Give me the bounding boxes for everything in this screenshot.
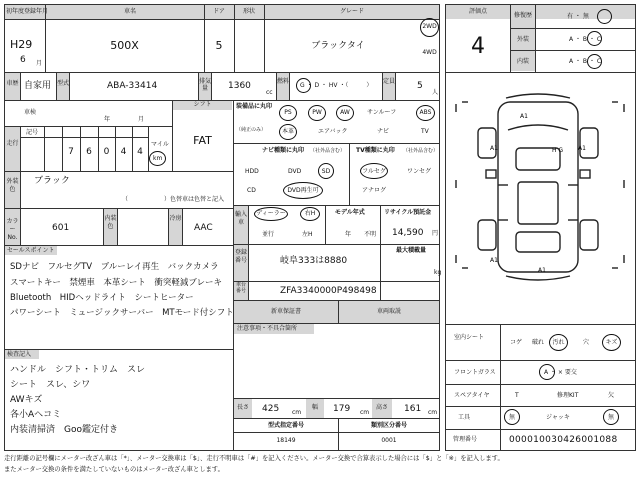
mileage-digit-5: 4 bbox=[137, 147, 143, 157]
notes-label: 注意事項・不具合箇所 bbox=[237, 325, 298, 332]
import-label: 輸入車 bbox=[234, 211, 247, 226]
seat-opt-hole: 穴 bbox=[583, 339, 590, 346]
unit-mile: マイル bbox=[151, 141, 169, 148]
management-label: 管理番号 bbox=[453, 436, 478, 443]
width-unit: cm bbox=[360, 409, 370, 416]
ac-value: AAC bbox=[194, 223, 213, 233]
sales-line-2: スマートキー 禁煙車 本革シート 衝突軽減ブレーキ bbox=[10, 278, 222, 288]
sales-line-4: パワーシート ミュージックサーバー MTモード付シフト bbox=[10, 308, 234, 318]
exterior-b-circle bbox=[587, 31, 602, 46]
recycle-yen: 円 bbox=[432, 230, 439, 237]
navi-dvd: DVD bbox=[288, 168, 302, 175]
ac-label: 冷房 bbox=[169, 215, 182, 222]
navi-title: ナビ種類に丸印 bbox=[262, 147, 305, 154]
recycle-label: リサイクル預託金 bbox=[384, 209, 432, 216]
equip-airbag: エアバック bbox=[318, 128, 348, 135]
capacity-label: 定員 bbox=[383, 78, 396, 85]
displacement-unit: cc bbox=[266, 89, 273, 96]
type-no-label: 型式指定番号 bbox=[267, 422, 304, 429]
doors-label: ドア bbox=[213, 8, 225, 15]
tv-oneseg: ワンセグ bbox=[407, 168, 432, 175]
front-glass-label: フロントガラス bbox=[454, 369, 496, 376]
front-glass-options: A ・ × 要交 bbox=[544, 369, 577, 376]
seat-opt-burn: コゲ bbox=[510, 339, 523, 346]
mileage-label: 走行 bbox=[6, 140, 19, 147]
type-no-value: 18149 bbox=[276, 437, 296, 444]
equip-tv: TV bbox=[421, 128, 429, 135]
inspector-label: 検査記入 bbox=[7, 351, 32, 358]
height-label: 高さ bbox=[375, 404, 388, 411]
footer-line-1: 走行距離の記号欄にメーター改ざん車は「*」、メーター交換車は「$」、走行不明車は「#」を記入ください。メーター交換で合算表示した場合には「$」と「※」を記入します。 bbox=[4, 455, 504, 462]
first-reg-label: 初年度登録年月 bbox=[6, 8, 49, 15]
tv-analog: アナログ bbox=[362, 187, 387, 194]
length-label: 長さ bbox=[236, 404, 249, 411]
import-dealer: ディーラー bbox=[256, 210, 286, 217]
seat-opt-tear: 破れ bbox=[532, 339, 545, 346]
diagram-mark-4: A1 bbox=[490, 257, 498, 264]
fuel-g-circle bbox=[296, 78, 311, 93]
grade-label: グレード bbox=[339, 8, 364, 15]
inspection-label: 車検 bbox=[24, 109, 37, 116]
interior-color-label: 内装色 bbox=[104, 215, 117, 230]
handle-left: 左H bbox=[302, 231, 313, 238]
repair-options: 有 ・ 無 bbox=[567, 13, 589, 20]
sales-points-label: セールスポイント bbox=[7, 247, 55, 254]
management-value: 000010030426001088 bbox=[509, 435, 618, 445]
shift-label: シフト bbox=[193, 101, 212, 108]
mileage-digit-2: 6 bbox=[86, 147, 92, 157]
diagram-mark-1: A1 bbox=[520, 113, 528, 120]
inspection-year-unit: 年 bbox=[104, 116, 111, 123]
capacity-value: 5 bbox=[417, 81, 423, 91]
tv-fullseg: フルセグ bbox=[362, 168, 386, 175]
car-damage-diagram bbox=[446, 90, 635, 290]
equipment-subtitle: （純正のみ） bbox=[236, 127, 267, 133]
score-value: 4 bbox=[471, 34, 485, 59]
shape-label: 形状 bbox=[242, 8, 255, 15]
max-load-label: 最大積載量 bbox=[396, 247, 427, 254]
spare-tire-label: スペアタイヤ bbox=[454, 392, 490, 399]
max-load-unit: kg bbox=[434, 269, 442, 276]
shift-value: FAT bbox=[193, 134, 212, 147]
exterior-note: （ ）色替車は色替と記入 bbox=[122, 196, 225, 203]
tv-note: （社外品含む） bbox=[403, 148, 439, 154]
inspector-line-2: シート スレ、シワ bbox=[10, 380, 91, 390]
color-no-value: 601 bbox=[52, 223, 70, 233]
footer-line-2: またメーター交換の条件を満たしていないものはメーター改ざん車とします。 bbox=[4, 466, 224, 473]
diagram-mark-5: A1 bbox=[538, 267, 546, 274]
model-year-unit: 年 bbox=[345, 231, 352, 238]
equip-aw: AW bbox=[340, 109, 350, 116]
model-year-unknown: 不明 bbox=[364, 231, 377, 238]
import-parallel: 並行 bbox=[262, 231, 275, 238]
first-reg-month: 6 bbox=[20, 55, 26, 65]
seat-opt-scratch: キズ bbox=[605, 339, 618, 346]
first-reg-year: H29 bbox=[10, 38, 33, 51]
model-value: ABA-33414 bbox=[107, 81, 158, 91]
score-label: 評価点 bbox=[468, 8, 487, 15]
recycle-value: 14,590 bbox=[392, 228, 424, 238]
jack-label: ジャッキ bbox=[546, 414, 570, 421]
capacity-unit: 人 bbox=[432, 89, 439, 96]
navi-hdd: HDD bbox=[245, 168, 259, 175]
seat-opt-dirt: 汚れ bbox=[552, 339, 565, 346]
equip-ps: PS bbox=[284, 109, 292, 116]
displacement-label: 排気量 bbox=[199, 78, 212, 93]
tools-value: 無 bbox=[508, 414, 515, 421]
km-circle bbox=[149, 151, 166, 166]
drive-4wd: 4WD bbox=[422, 49, 437, 56]
length-value: 425 bbox=[262, 404, 280, 414]
equip-abs: ABS bbox=[419, 109, 432, 116]
inspector-line-3: AWキズ bbox=[10, 395, 43, 405]
grade: ブラックタイ bbox=[311, 41, 365, 51]
inspector-line-1: ハンドル シフト・トリム スレ bbox=[10, 365, 146, 375]
equip-pw: PW bbox=[312, 109, 322, 116]
width-label: 幅 bbox=[311, 404, 318, 411]
equip-leather: 本革 bbox=[281, 128, 294, 135]
unit-km: km bbox=[153, 155, 163, 162]
drive-2wd: 2WD bbox=[422, 23, 437, 30]
class-no-label: 類別区分番号 bbox=[370, 422, 407, 429]
exterior-value: ブラック bbox=[34, 176, 70, 186]
manual-label: 車両取説 bbox=[376, 308, 401, 315]
warranty-label: 新車保証書 bbox=[270, 308, 301, 315]
interior-seat-label: 室内シート bbox=[454, 334, 485, 341]
tv-title: TV種類に丸印 bbox=[356, 147, 395, 154]
mileage-digit-3: 0 bbox=[103, 147, 110, 157]
exterior-options: A ・ B ・ C bbox=[569, 36, 602, 43]
length-unit: cm bbox=[292, 409, 302, 416]
interior-b-circle bbox=[587, 54, 602, 69]
class-no-value: 0001 bbox=[381, 437, 397, 444]
history-label: 車歴 bbox=[6, 80, 19, 87]
interior-options: A ・ B ・ C bbox=[569, 58, 602, 65]
spare-opt-kit: 修理KIT bbox=[557, 392, 579, 399]
displacement-value: 1360 bbox=[228, 81, 251, 91]
navi-cd: CD bbox=[247, 187, 256, 194]
car-name: 500X bbox=[110, 39, 139, 52]
model-label: 型式 bbox=[57, 80, 70, 87]
diagram-mark-6: H G bbox=[552, 147, 564, 154]
height-unit: cm bbox=[428, 409, 438, 416]
history-value: 自家用 bbox=[24, 81, 52, 91]
inspection-month-unit: 月 bbox=[138, 116, 145, 123]
diagram-mark-3: A1 bbox=[578, 145, 586, 152]
record-label: 記号 bbox=[26, 129, 39, 136]
height-value: 161 bbox=[404, 404, 422, 414]
width-value: 179 bbox=[333, 404, 351, 414]
repair-label: 修復歴 bbox=[513, 12, 532, 19]
navi-sd: SD bbox=[321, 168, 331, 175]
diagram-mark-2: A1 bbox=[490, 145, 498, 152]
inspector-line-5: 内装清掃済 Goo鑑定付き bbox=[10, 425, 118, 435]
fuel-options: G ・ D ・ HV ・（ ） bbox=[300, 82, 373, 89]
spare-opt-t: T bbox=[515, 392, 519, 399]
chassis-value: ZFA3340000P498498 bbox=[280, 286, 377, 296]
equip-sunroof: サンルーフ bbox=[367, 109, 397, 116]
mileage-digit-4: 4 bbox=[120, 147, 127, 157]
fuel-label: 燃料 bbox=[277, 78, 290, 85]
interior-score-label: 内装 bbox=[516, 58, 529, 65]
color-no-label: カラーNo. bbox=[6, 218, 19, 241]
plate-value: 岐阜333は8880 bbox=[280, 256, 348, 266]
equipment-title: 装備品に丸印 bbox=[236, 103, 273, 110]
sales-line-1: SDナビ フルセグTV ブルーレイ再生 バックカメラ bbox=[10, 262, 219, 272]
repair-none-circle bbox=[597, 9, 612, 24]
spare-opt-none: 欠 bbox=[608, 392, 615, 399]
month-unit: 月 bbox=[36, 60, 43, 67]
jack-value: 無 bbox=[607, 414, 614, 421]
tools-label: 工具 bbox=[458, 414, 471, 421]
navi-dvd-play: DVD再生可 bbox=[287, 187, 319, 194]
equip-navi: ナビ bbox=[377, 128, 390, 135]
name-label: 車名 bbox=[123, 8, 136, 15]
doors: 5 bbox=[215, 39, 223, 52]
plate-label: 登録番号 bbox=[234, 249, 247, 264]
exterior-label: 外装色 bbox=[6, 178, 19, 193]
exterior-score-label: 外装 bbox=[516, 36, 529, 43]
mileage-digit-1: 7 bbox=[68, 147, 74, 157]
navi-note: （社外品含む） bbox=[310, 148, 346, 154]
chassis-label: 車台番号 bbox=[235, 282, 246, 294]
model-year-label: モデル年式 bbox=[335, 209, 365, 216]
sales-line-3: Bluetooth HIDヘッドライト シートヒーター bbox=[10, 293, 194, 303]
handle-right: 右H bbox=[304, 210, 316, 217]
inspector-line-4: 各小Aヘコミ bbox=[10, 410, 62, 420]
